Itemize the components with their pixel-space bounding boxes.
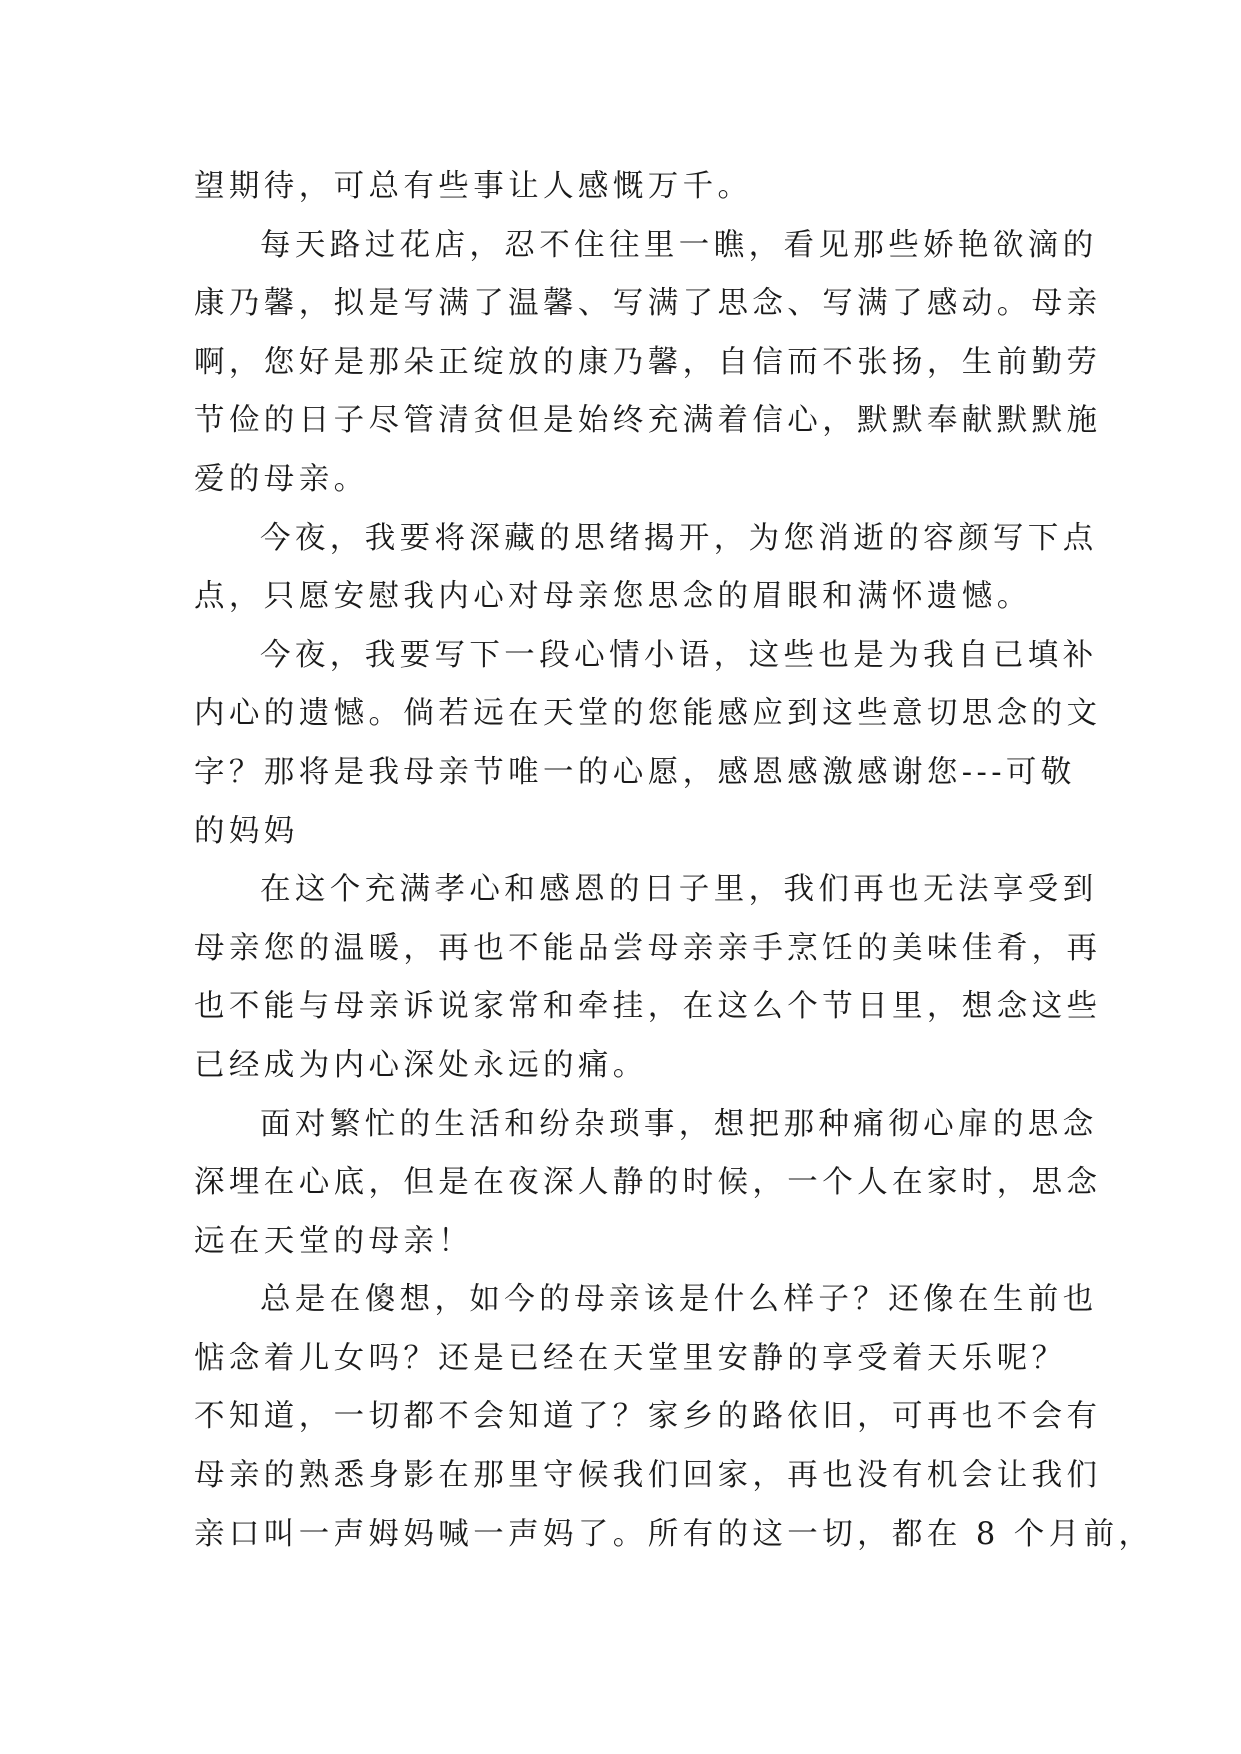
text-line: 节俭的日子尽管清贫但是始终充满着信心，默默奉献默默施	[194, 403, 1102, 439]
text-line: 母亲您的温暖，再也不能品尝母亲亲手烹饪的美味佳肴，再	[194, 930, 1102, 966]
text-line: 每天路过花店，忍不住往里一瞧，看见那些娇艳欲滴的	[260, 227, 1098, 263]
text-line: 啊，您好是那朵正绽放的康乃馨，自信而不张扬，生前勤劳	[194, 344, 1102, 380]
text-line: 母亲的熟悉身影在那里守候我们回家，再也没有机会让我们	[194, 1458, 1102, 1494]
text-line: 远在天堂的母亲！	[194, 1223, 474, 1259]
text-line: 已经成为内心深处永远的痛。	[194, 1047, 648, 1083]
text-line: 内心的遗憾。倘若远在天堂的您能感应到这些意切思念的文	[194, 696, 1102, 732]
text-line: 的妈妈	[194, 813, 299, 849]
paragraph-6	[194, 1096, 1102, 1272]
document-body	[194, 158, 1154, 1564]
text-line: 深埋在心底，但是在夜深人静的时候，一个人在家时，思念	[194, 1165, 1102, 1201]
text-line: 在这个充满孝心和感恩的日子里，我们再也无法享受到	[260, 872, 1098, 908]
text-line: 亲口叫一声姆妈喊一声妈了。所有的这一切，都在 8 个月前，	[194, 1516, 1154, 1552]
text-line: 也不能与母亲诉说家常和牵挂，在这么个节日里，想念这些	[194, 989, 1102, 1025]
text-line: 点，只愿安慰我内心对母亲您思念的眉眼和满怀遗憾。	[194, 579, 1032, 615]
text-line: 今夜，我要写下一段心情小语，这些也是为我自已填补	[260, 637, 1098, 673]
text-line: 总是在傻想，如今的母亲该是什么样子？还像在生前也	[260, 1282, 1098, 1318]
text-line: 惦念着儿女吗？还是已经在天堂里安静的享受着天乐呢？	[194, 1340, 1067, 1376]
text-line: 望期待，可总有些事让人感慨万千。	[194, 169, 753, 204]
text-line: 爱的母亲。	[194, 461, 369, 497]
paragraph-5	[194, 861, 1102, 1095]
paragraph-1	[194, 158, 1047, 217]
paragraph-7	[194, 1271, 1154, 1564]
text-line: 今夜，我要将深藏的思绪揭开，为您消逝的容颜写下点	[260, 520, 1098, 556]
text-line: 字？那将是我母亲节唯一的心愿，感恩感激感谢您---可敬	[194, 754, 1076, 790]
text-line: 面对繁忙的生活和纷杂琐事，想把那种痛彻心扉的思念	[260, 1106, 1098, 1142]
text-line: 不知道，一切都不会知道了？家乡的路依旧，可再也不会有	[194, 1399, 1102, 1435]
paragraph-2	[194, 217, 1102, 510]
paragraph-4	[194, 627, 1102, 861]
paragraph-3	[194, 510, 1098, 627]
text-line: 康乃馨，拟是写满了温馨、写满了思念、写满了感动。母亲	[194, 286, 1102, 322]
